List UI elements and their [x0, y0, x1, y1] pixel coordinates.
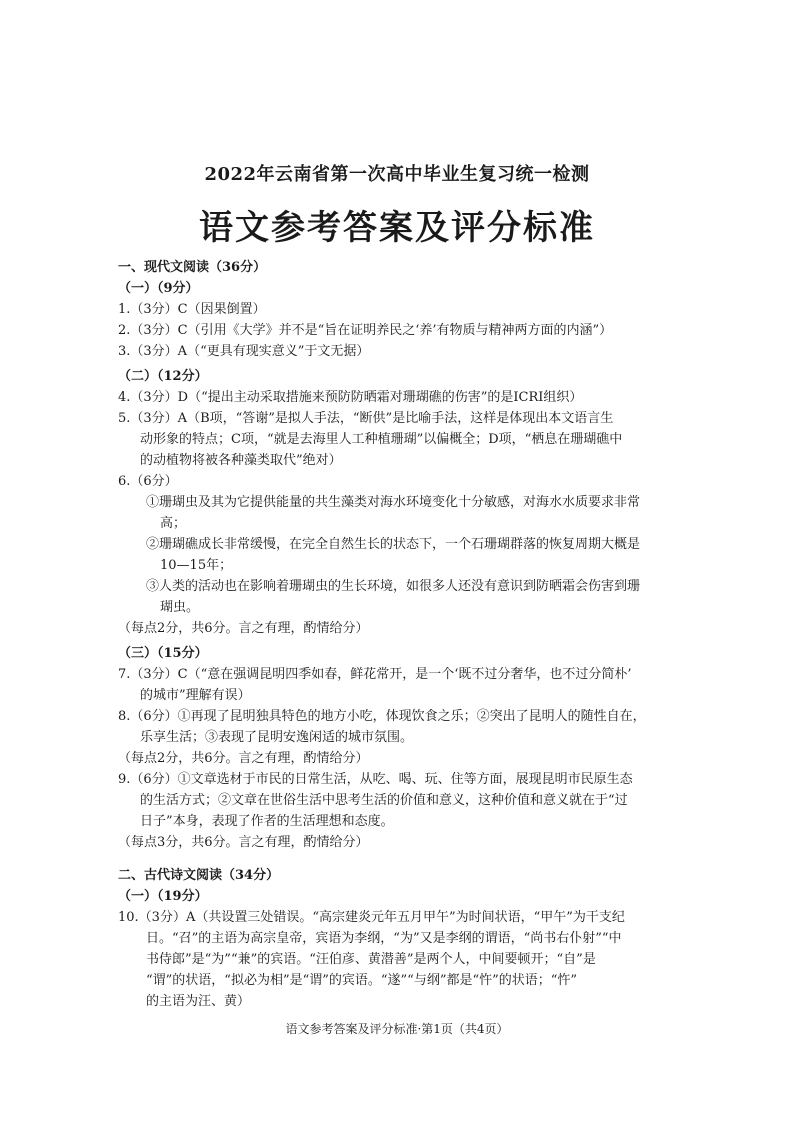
section-heading: 一、现代文阅读（36分） — [118, 260, 267, 275]
answer-point: ②珊瑚礁成长非常缓慢，在完全自然生长的状态下，一个石珊瑚群落的恢复周期大概是 — [146, 537, 641, 552]
answer-line: 7.（3分）C（“意在强调昆明四季如春，鲜花常开，是一个‘既不过分奢华，也不过分简朴’ — [118, 667, 632, 682]
answer-line: 9.（6分）①文章选材于市民的日常生活，从吃、喝、玩、住等方面，展现昆明市民原生态 — [118, 772, 633, 787]
answer-line: 乐享生活；③表现了昆明安逸闲适的城市氛围。 — [140, 730, 414, 745]
answer-line: 的城市”理解有误） — [140, 688, 251, 703]
answer-line: 3.（3分）A（“更具有现实意义”于文无据） — [118, 344, 370, 359]
answer-line: 书侍郎”是“为”“兼”的宾语。“汪伯彦、黄潜善”是两个人，中间要顿开；“自”是 — [146, 952, 596, 967]
subsection-heading: （三）（15分） — [118, 646, 208, 661]
answer-point: ③人类的活动也在影响着珊瑚虫的生长环境，如很多人还没有意识到防晒霜会伤害到珊 — [146, 579, 641, 594]
section-heading: 二、古代诗文阅读（34分） — [118, 868, 280, 883]
scoring-note: （每点2分，共6分。言之有理，酌情给分） — [118, 751, 369, 766]
scoring-note: （每点2分，共6分。言之有理，酌情给分） — [118, 621, 369, 636]
answer-line: 日子”本身，表现了作者的生活理想和态度。 — [140, 814, 394, 829]
answer-line: 6.（6分） — [118, 474, 178, 489]
answer-line: 5.（3分）A（B项，“答谢”是拟人手法，“断供”是比喻手法，这样是体现出本文语言生 — [118, 411, 614, 426]
page-footer: 语文参考答案及评分标准·第1页（共4页） — [285, 1022, 509, 1036]
subsection-heading: （一）（19分） — [118, 889, 208, 904]
answer-point: 10—15年； — [160, 558, 233, 573]
answer-line: 的动植物将被各种藻类取代”绝对） — [140, 453, 342, 468]
answer-line: 10.（3分）A（共设置三处错误。“高宗建炎元年五月甲午”为时间状语，“甲午”为干支纪 — [118, 910, 625, 925]
answer-point: 高； — [160, 516, 187, 531]
exam-title: 2022年云南省第一次高中毕业生复习统一检测 — [204, 164, 590, 185]
scoring-note: （每点3分，共6分。言之有理，酌情给分） — [118, 835, 369, 850]
answer-point: ①珊瑚虫及其为它提供能量的共生藻类对海水环境变化十分敏感，对海水水质要求非常 — [146, 495, 641, 510]
answer-line: 日。“召”的主语为高宗皇帝，宾语为李纲，“为”又是李纲的谓语，“尚书右仆射”“中 — [146, 931, 622, 946]
answer-line: “谓”的状语，“拟必为相”是“谓”的宾语。“遂”“与纲”都是“忤”的状语；“忤” — [146, 973, 578, 988]
subsection-heading: （二）（12分） — [118, 369, 208, 384]
answer-point: 瑚虫。 — [160, 600, 200, 615]
answer-line: 动形象的特点；C项，“就是去海里人工种植珊瑚”以偏概全；D项，“栖息在珊瑚礁中 — [140, 432, 623, 447]
answer-line: 1.（3分）C（因果倒置） — [118, 302, 266, 317]
answer-line: 8.（6分）①再现了昆明独具特色的地方小吃，体现饮食之乐；②突出了昆明人的随性自在， — [118, 709, 646, 724]
answer-line: 2.（3分）C（引用《大学》并不是“旨在证明养民之‘养’有物质与精神两方面的内涵”） — [118, 323, 613, 338]
answer-line: 的生活方式；②文章在世俗生活中思考生活的价值和意义，这种价值和意义就在于“过 — [140, 793, 628, 808]
answer-line: 的主语为汪、黄） — [146, 994, 251, 1009]
subsection-heading: （一）（9分） — [118, 281, 199, 296]
answer-line: 4.（3分）D（“提出主动采取措施来预防防晒霜对珊瑚礁的伤害”的是ICRI组织） — [118, 390, 583, 405]
document-title: 语文参考答案及评分标准 — [199, 208, 595, 248]
